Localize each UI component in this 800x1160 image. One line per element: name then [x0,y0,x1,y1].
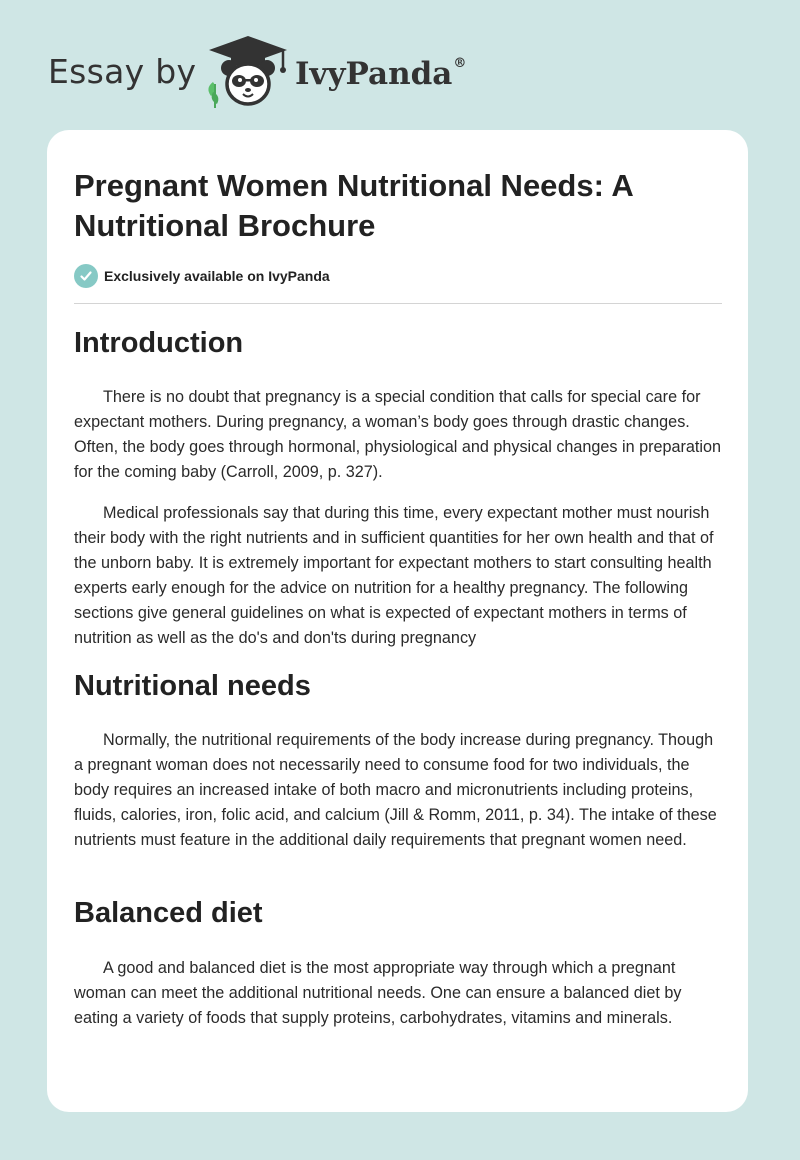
paragraph: Medical professionals say that during this time, every expectant mother must nourish their body with the right nutrients and in sufficient quantities for her own health and that of the unborn baby. It is extremely important for expectant mothers to start consulting health experts early enough for the advice on nutrition for a healthy pregnancy. The following sections give general guidelines on what is expected of expectant mothers in terms of nutrition as well as the do's and don'ts during pregnancy [74,504,714,647]
paragraph: There is no doubt that pregnancy is a special condition that calls for special care for expectant mothers. During pregnancy, a woman’s body goes through drastic changes. Often, the body goes through hormonal, physiological and physical changes in preparation for the coming baby (Carroll, 2009, p. 327). [74,388,722,481]
brand-logo-text[interactable]: IvyPanda® [295,55,467,92]
checkmark-icon [74,264,98,288]
section-heading-nutritional-needs: Nutritional needs [74,670,311,702]
section-heading-introduction: Introduction [74,327,244,359]
divider [74,303,722,304]
exclusive-label: Exclusively available on IvyPanda [104,268,330,284]
essay-by-label: Essay by [48,52,197,91]
paragraph: A good and balanced diet is the most appropriate way through which a pregnant woman can meet the additional nutritional needs. One can ensure a balanced diet by eating a variety of foods that supply proteins, carbohydrates, vitamins and minerals. [74,959,682,1027]
site-header [48,34,548,114]
section-heading-balanced-diet: Balanced diet [74,897,263,929]
exclusive-badge [74,264,330,288]
article-card [47,130,748,1112]
registered-mark: ® [453,55,467,71]
panda-graduate-icon[interactable] [203,34,293,110]
page-title: Pregnant Women Nutritional Needs: A Nutritional Brochure [74,168,633,243]
paragraph: Normally, the nutritional requirements of the body increase during pregnancy. Though a pregnant woman does not necessarily need to consume food for two individuals, the body requires an increased intake of both macro and micronutrients including proteins, fluids, calories, iron, folic acid, and calcium (Jill & Romm, 2011, p. 34). The intake of these nutrients must feature in the additional daily requirements that pregnant women need. [74,731,717,849]
